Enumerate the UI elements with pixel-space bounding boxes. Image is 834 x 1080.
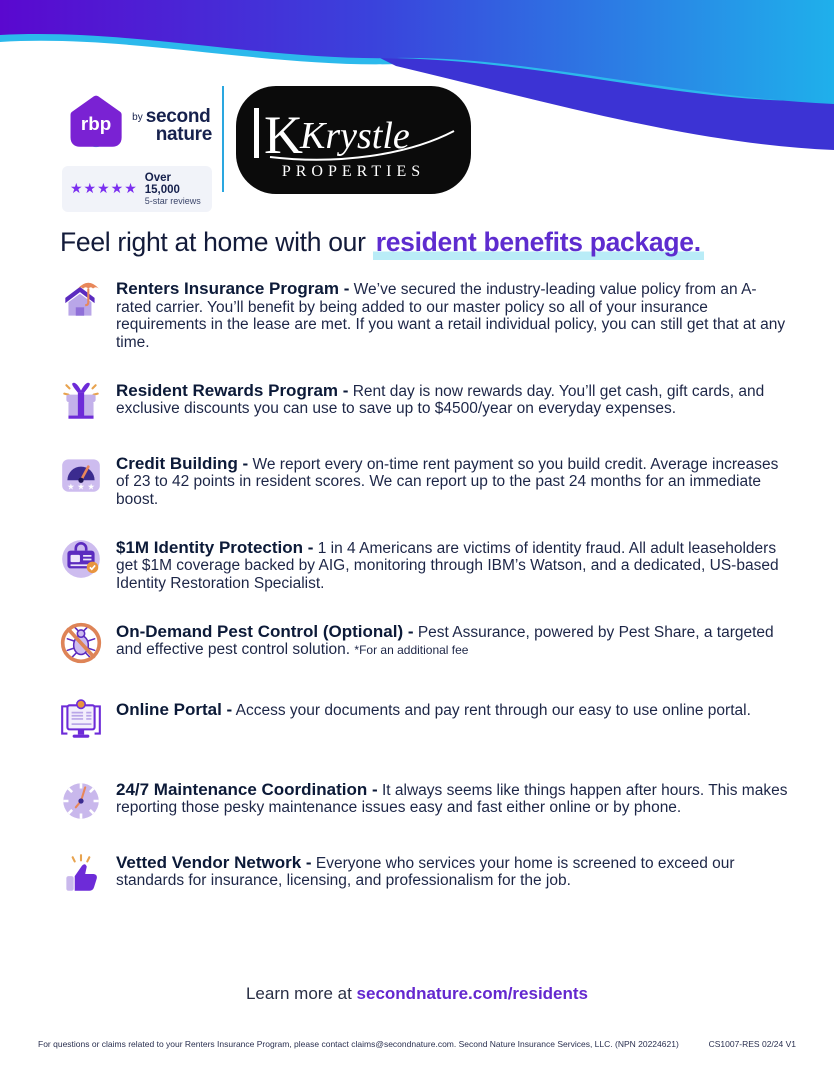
learn-more bbox=[0, 984, 834, 1004]
krystle-monogram: K bbox=[263, 105, 303, 165]
id-card-icon bbox=[58, 536, 104, 582]
fine-print bbox=[38, 1039, 796, 1049]
by-second-nature bbox=[132, 105, 212, 145]
logo-divider bbox=[222, 86, 224, 192]
benefit-maintenance bbox=[58, 778, 789, 824]
review-count: Over 15,000 bbox=[144, 172, 180, 196]
no-pest-icon bbox=[58, 620, 104, 666]
benefit-title: On-Demand Pest Control (Optional) - bbox=[116, 621, 414, 641]
benefit-title: Online Portal - bbox=[116, 699, 233, 719]
benefit-online-portal bbox=[58, 698, 789, 744]
brand-line2: nature bbox=[155, 124, 212, 145]
benefit-title: $1M Identity Protection - bbox=[116, 537, 314, 557]
benefits-list bbox=[58, 277, 789, 924]
brand-line1: second bbox=[145, 105, 211, 127]
benefit-pest-control bbox=[58, 620, 789, 666]
benefit-renters-insurance bbox=[58, 277, 789, 352]
benefit-title: 24/7 Maintenance Coordination - bbox=[116, 779, 378, 799]
headline-prefix: Feel right at home with our bbox=[60, 227, 366, 257]
benefit-description: We report every on-time rent payment so you build credit. Average increases of 23 to 42 points in resident scores. We can report up to the past 24 months for an immediate boost. bbox=[116, 455, 779, 508]
benefit-description: Pest Assurance, powered by Pest Share, a targeted and effective pest control solution. bbox=[116, 623, 774, 659]
logo-row bbox=[62, 86, 471, 212]
benefit-identity-protection bbox=[58, 536, 789, 593]
benefit-description: Access your documents and pay rent through our easy to use online portal. bbox=[235, 701, 751, 719]
benefit-title: Vetted Vendor Network - bbox=[116, 852, 312, 872]
benefit-vendor-network bbox=[58, 851, 789, 897]
headline-highlight: resident benefits package. bbox=[373, 227, 704, 260]
review-caption: 5-star reviews bbox=[144, 196, 201, 206]
benefit-title: Resident Rewards Program - bbox=[116, 380, 349, 400]
review-badge bbox=[62, 166, 212, 212]
umbrella-house-icon bbox=[58, 277, 104, 323]
benefit-resident-rewards bbox=[58, 379, 789, 425]
fine-print-doc-code: CS1007-RES 02/24 V1 bbox=[708, 1039, 796, 1049]
rbp-logo-text: rbp bbox=[80, 113, 112, 135]
rbp-brand-block bbox=[62, 86, 212, 212]
gift-icon bbox=[58, 379, 104, 425]
benefit-credit-building bbox=[58, 452, 789, 509]
krystle-script-name: Krystle bbox=[299, 115, 410, 157]
learn-more-prefix: Learn more at bbox=[245, 984, 352, 1003]
krystle-properties-logo bbox=[236, 86, 471, 194]
by-label: by bbox=[132, 111, 143, 123]
fine-print-legal: For questions or claims related to your Renters Insurance Program, please contact claims@secondnature.com. Second Nature Insurance Services, LLC. (NPN 20224621) bbox=[38, 1039, 679, 1049]
rbp-logo-icon bbox=[62, 86, 130, 160]
benefit-title: Credit Building - bbox=[116, 453, 249, 473]
thumbs-up-icon bbox=[58, 851, 104, 897]
benefit-description: We’ve secured the industry-leading value policy from an A-rated carrier. You’ll benefit by being added to our master policy so all of your insurance requirements in the lease are met. If you want a retail individual policy, you can still get that at any time. bbox=[116, 281, 786, 351]
benefit-description: Rent day is now rewards day. You’ll get cash, gift cards, and exclusive discounts you can use to save up to $4500/year on everyday expenses. bbox=[116, 382, 765, 418]
page-title bbox=[60, 227, 704, 258]
krystle-properties-caption: PROPERTIES bbox=[281, 163, 426, 180]
credit-gauge-icon bbox=[58, 452, 104, 498]
clock-icon bbox=[58, 778, 104, 824]
benefit-description: Everyone who services your home is screened to exceed our standards for insurance, licensing, and professionalism for the job. bbox=[116, 854, 735, 890]
five-stars-icon: ★★★★★ bbox=[70, 181, 138, 197]
online-portal-monitor-icon bbox=[58, 698, 104, 744]
benefit-description: 1 in 4 Americans are victims of identity fraud. All adult leaseholders get $1M coverage backed by AIG, monitoring through IBM’s Watson, and a dedicated, US-based Identity Restoration Specialist. bbox=[116, 539, 779, 592]
benefit-title: Renters Insurance Program - bbox=[116, 279, 350, 298]
svg-text:★ ★ ★: ★ ★ ★ bbox=[67, 481, 95, 492]
benefit-description: It always seems like things happen after hours. This makes reporting those pesky maintenance issues easy and fast either online or by phone. bbox=[116, 781, 788, 817]
benefit-footnote: *For an additional fee bbox=[354, 643, 469, 658]
krystle-logo-mark bbox=[248, 103, 460, 165]
learn-more-link[interactable]: secondnature.com/residents bbox=[356, 984, 589, 1003]
